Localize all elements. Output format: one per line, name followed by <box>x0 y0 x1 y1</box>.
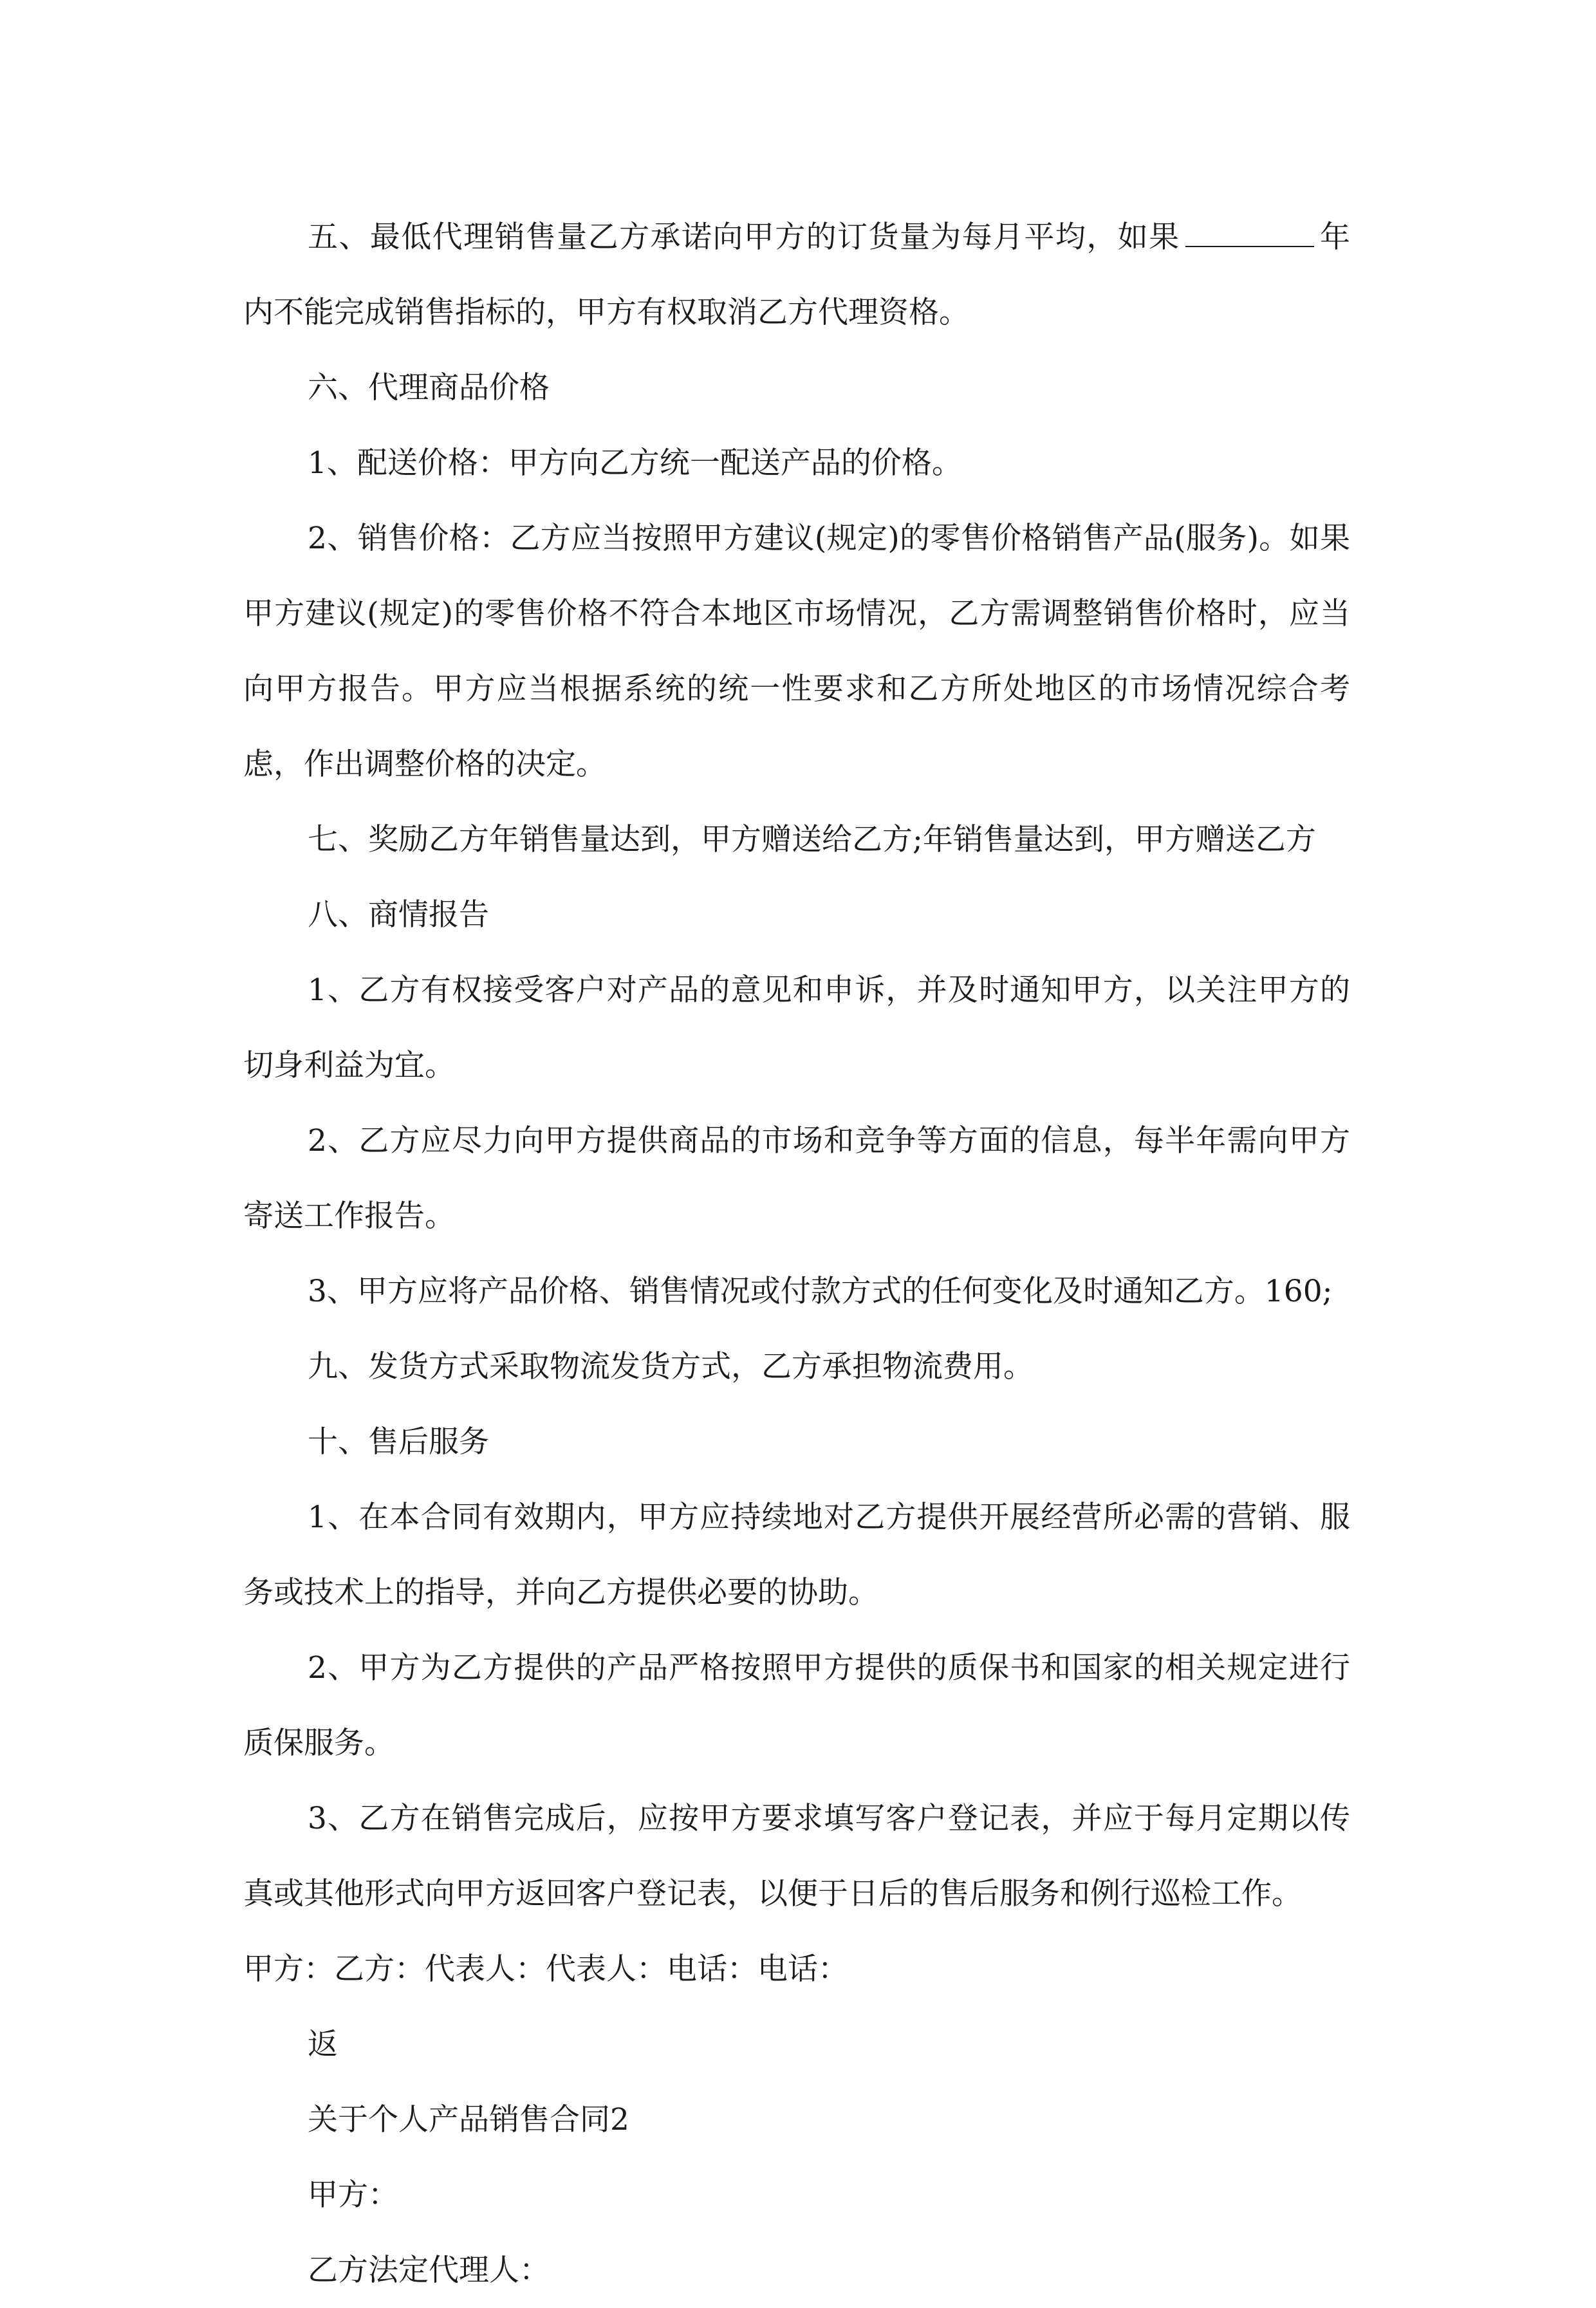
clause-8-item-1: 1、乙方有权接受客户对产品的意见和申诉，并及时通知甲方，以关注甲方的切身利益为宜。 <box>243 973 1350 1083</box>
contract-2-title: 关于个人产品销售合同2 <box>308 2102 629 2137</box>
signature-line: 甲方：乙方：代表人：代表人：电话：电话： <box>243 1951 848 1987</box>
clause-10-item-3: 3、乙方在销售完成后，应按甲方要求填写客户登记表，并应于每月定期以传真或其他形式向甲方返回客户登记表，以便于日后的售后服务和例行巡检工作。 <box>243 1801 1350 1912</box>
blank-field <box>1185 223 1314 247</box>
clause-8-heading: 八、商情报告 <box>308 897 489 933</box>
clause-7-reward: 七、奖励乙方年销售量达到，甲方赠送给乙方;年销售量达到，甲方赠送乙方 <box>308 822 1316 857</box>
clause-6-item-2: 2、销售价格：乙方应当按照甲方建议(规定)的零售价格销售产品(服务)。如果甲方建议(规定)的零售价格不符合本地区市场情况，乙方需调整销售价格时，应当向甲方报告。甲方应当根据系统的统一性要求和乙方所处地区的市场情况综合考虑，作出调整价格的决定。 <box>243 521 1350 782</box>
clause-10-heading: 十、售后服务 <box>308 1424 489 1460</box>
party-b-legal-agent-label: 乙方法定代理人： <box>308 2253 550 2288</box>
clause-6-heading: 六、代理商品价格 <box>308 370 550 405</box>
clause-9-shipping: 九、发货方式采取物流发货方式，乙方承担物流费用。 <box>308 1349 1034 1384</box>
return-text: 返 <box>308 2027 338 2062</box>
clause-5-text-start: 五、最低代理销售量乙方承诺向甲方的订货量为每月平均，如果 <box>308 219 1180 255</box>
document-body <box>243 200 1350 2308</box>
clause-10-item-1: 1、在本合同有效期内，甲方应持续地对乙方提供开展经营所必需的营销、服务或技术上的指导，并向乙方提供必要的协助。 <box>243 1500 1350 1610</box>
clause-5-text-end: 年内不能完成销售指标的，甲方有权取消乙方代理资格。 <box>243 219 1351 330</box>
clause-8-item-3: 3、甲方应将产品价格、销售情况或付款方式的任何变化及时通知乙方。160; <box>308 1274 1333 1309</box>
clause-8-item-2: 2、乙方应尽力向甲方提供商品的市场和竞争等方面的信息，每半年需向甲方寄送工作报告。 <box>243 1123 1350 1234</box>
clause-10-item-2: 2、甲方为乙方提供的产品严格按照甲方提供的质保书和国家的相关规定进行质保服务。 <box>243 1650 1350 1761</box>
clause-6-item-1: 1、配送价格：甲方向乙方统一配送产品的价格。 <box>308 445 962 481</box>
party-a-label: 甲方： <box>308 2177 398 2213</box>
clause-5-min-sales <box>243 200 1350 350</box>
